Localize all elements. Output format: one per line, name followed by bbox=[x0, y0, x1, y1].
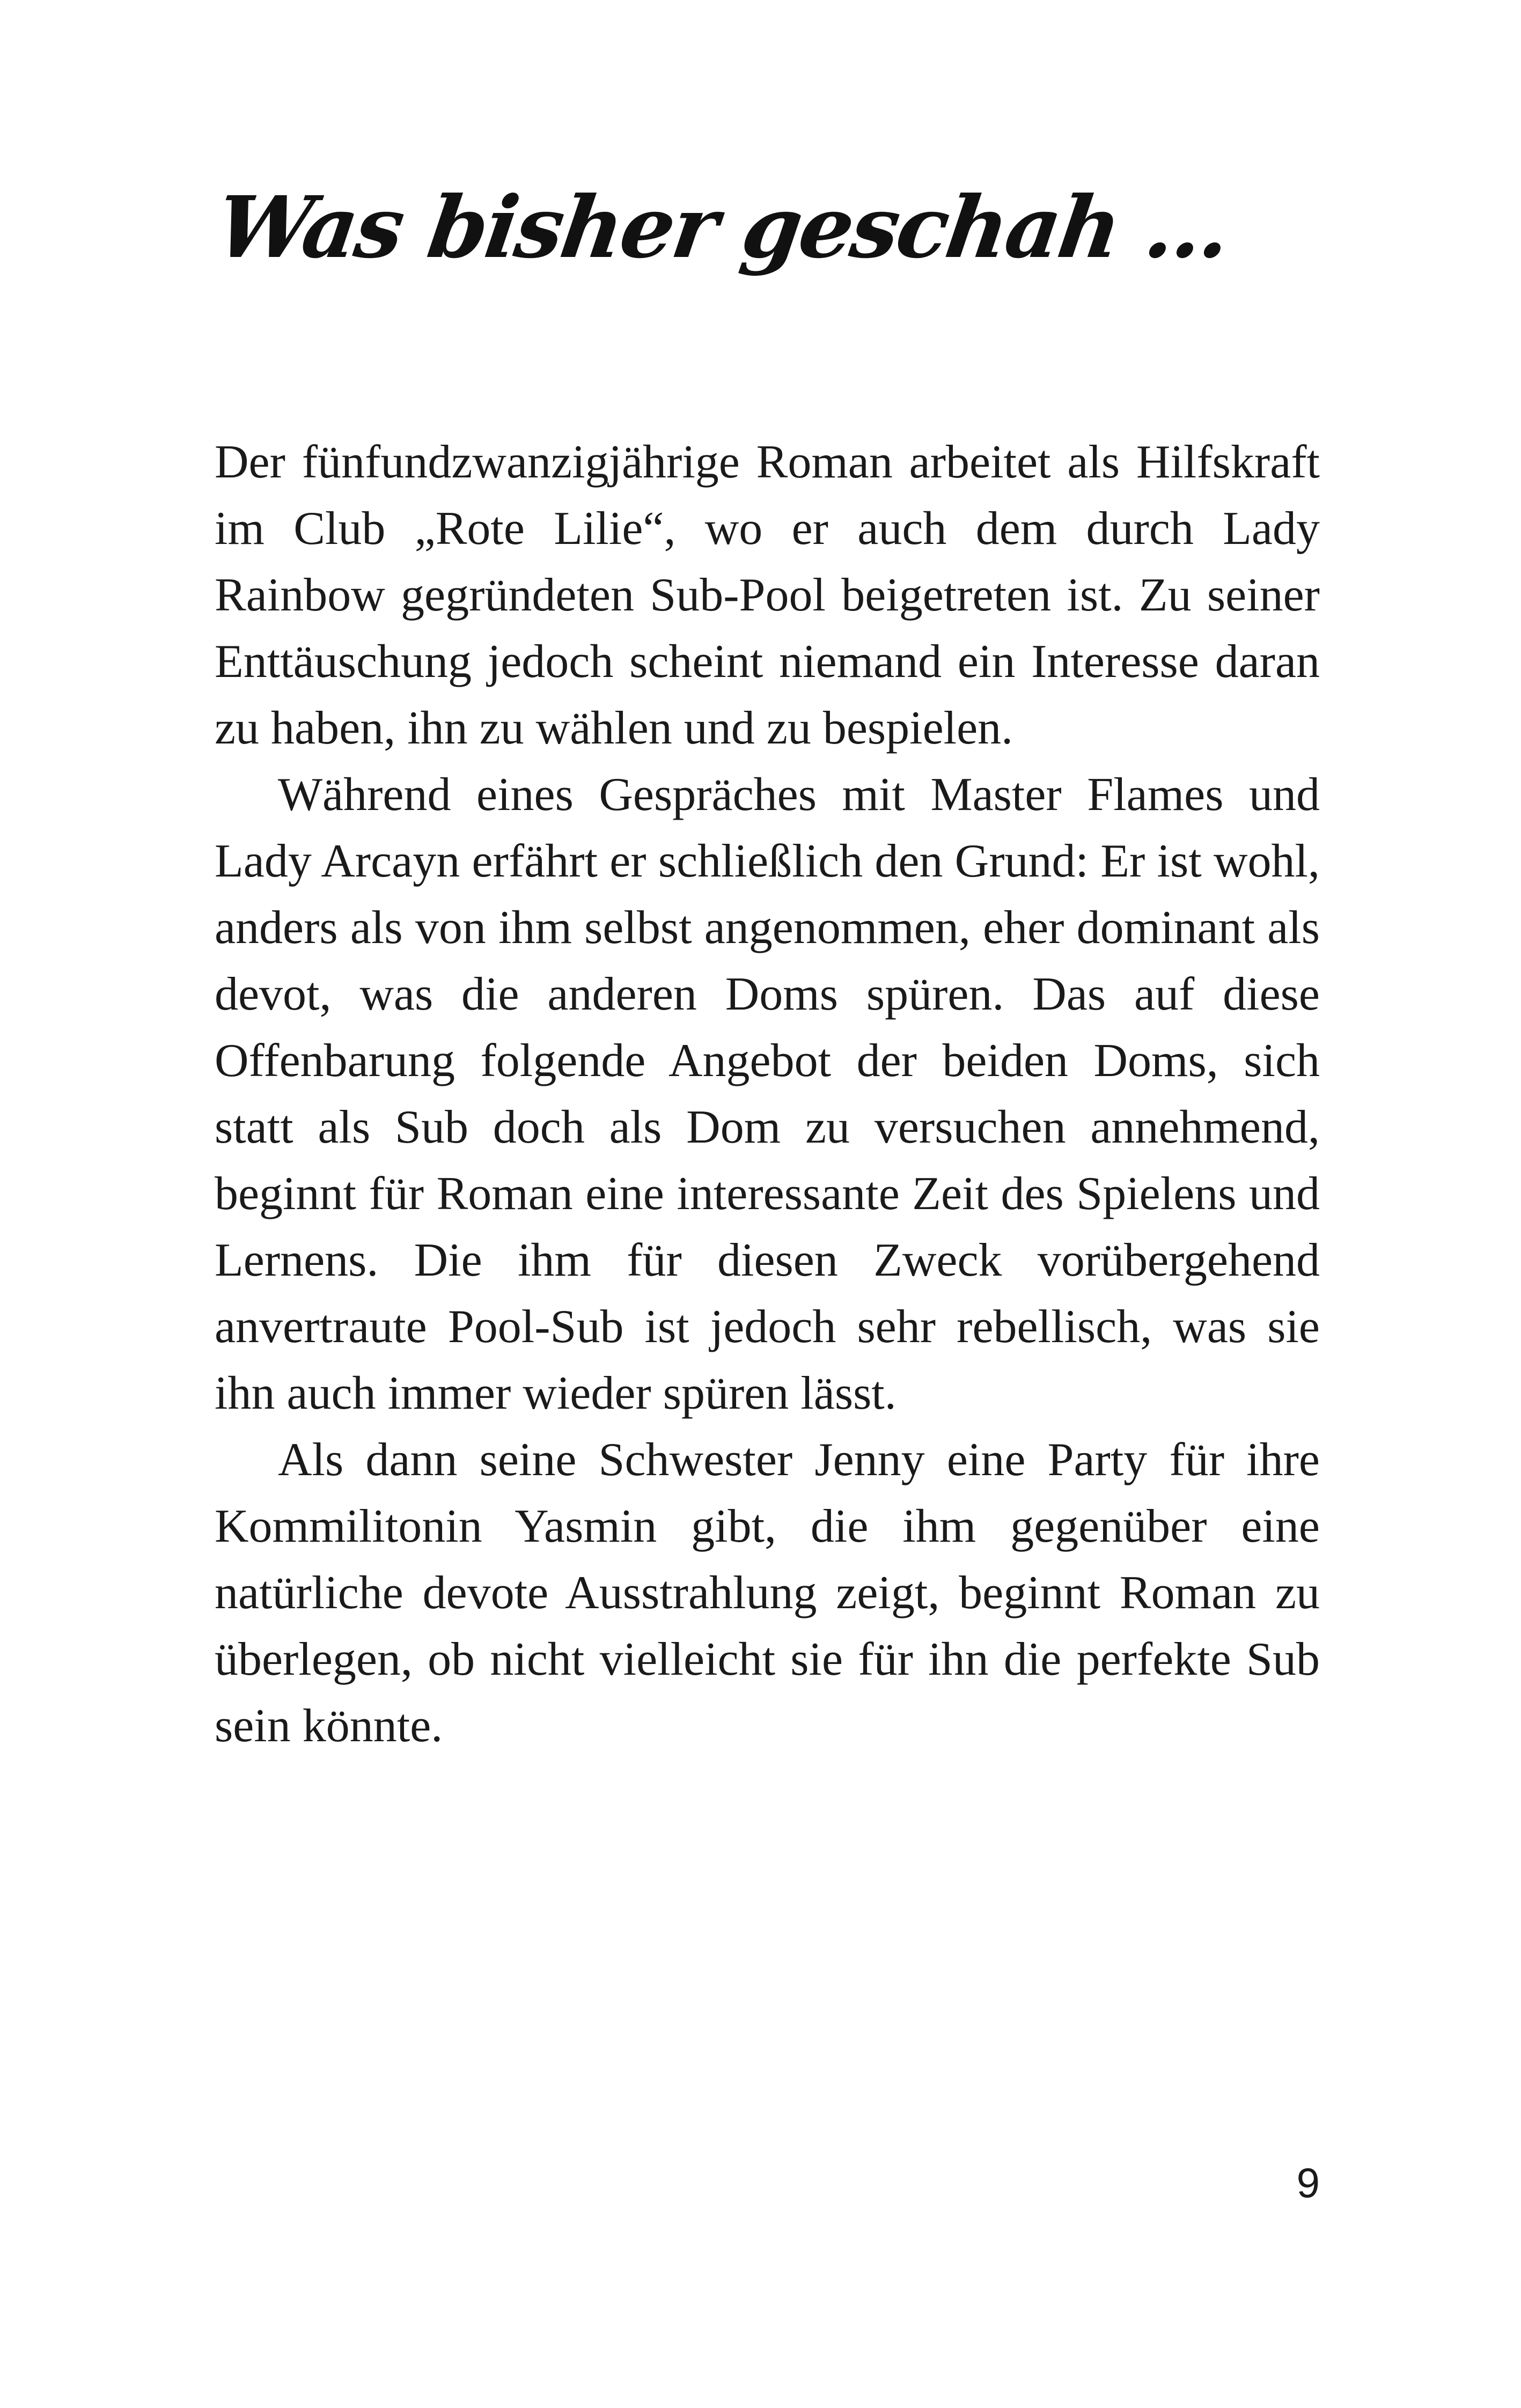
body-text bbox=[215, 429, 1320, 1759]
page-number: 9 bbox=[1296, 2159, 1320, 2206]
paragraph: Als dann seine Schwester Jenny eine Party für ihre Kommilitonin Yasmin gibt, die ihm gegenüber eine natürliche devote Ausstrahlung zeigt, beginnt Roman zu überlegen, ob nicht vielleicht sie für ihn die perfekte Sub sein könnte. bbox=[215, 1434, 1320, 1752]
chapter-title: Was bisher geschah ... bbox=[210, 178, 1235, 277]
paragraph: Der fünfundzwanzigjährige Roman arbeitet als Hilfskraft im Club „Rote Lilie“, wo er auch dem durch Lady Rainbow gegründeten Sub-Pool beigetreten ist. Zu seiner Enttäuschung jedoch scheint niemand ein Interesse daran zu haben, ihn zu wählen und zu bespielen. bbox=[215, 436, 1320, 754]
paragraph: Während eines Gespräches mit Master Flames und Lady Arcayn erfährt er schließlich den Grund: Er ist wohl, anders als von ihm selbst angenommen, eher dominant als devot, was die anderen Doms spüren. Das auf diese Offenbarung folgende Angebot der beiden Doms, sich statt als Sub doch als Dom zu versuchen annehmend, beginnt für Roman eine interessante Zeit des Spielens und Lernens. Die ihm für diesen Zweck vorübergehend anvertraute Pool-Sub ist jedoch sehr rebellisch, was sie ihn auch immer wieder spüren lässt. bbox=[215, 769, 1320, 1419]
